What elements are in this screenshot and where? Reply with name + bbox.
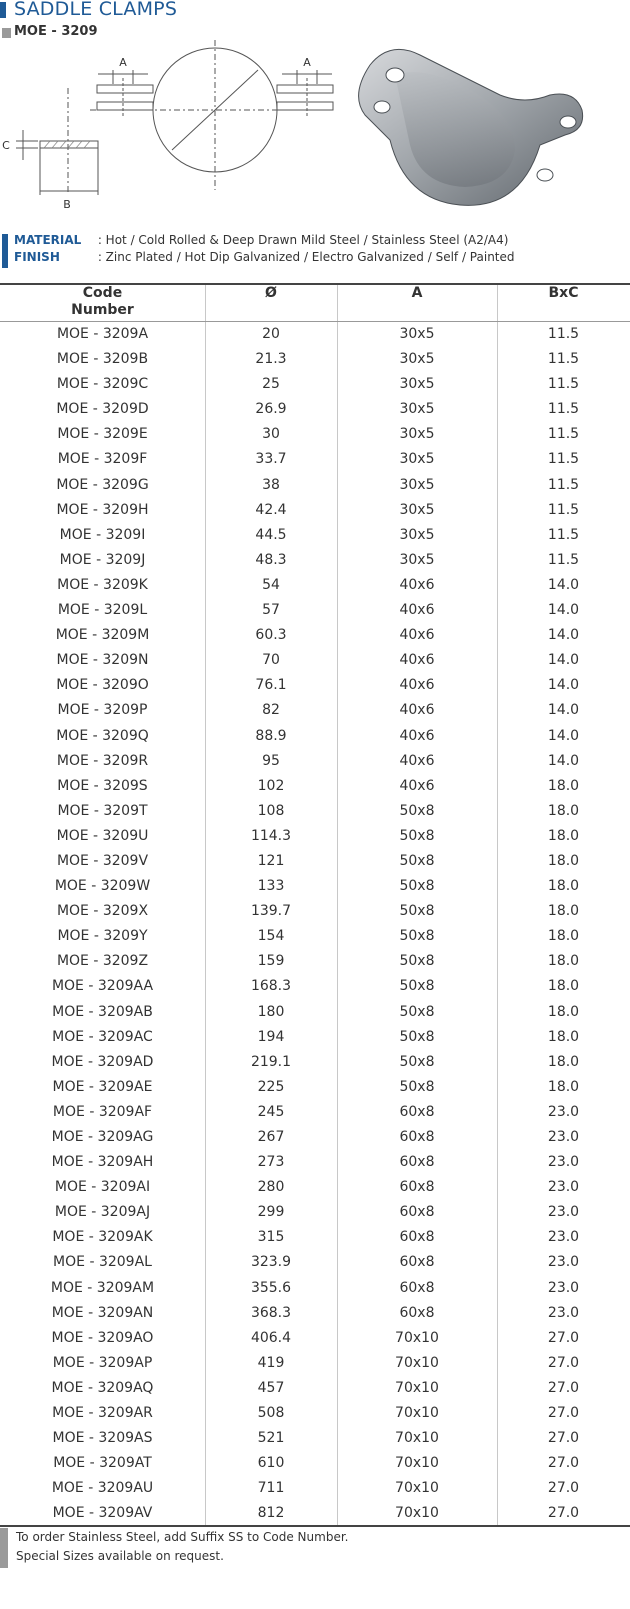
cell-diameter: 154: [257, 928, 285, 945]
finish-label: FINISH: [14, 250, 60, 264]
table-row: [0, 824, 630, 849]
cell-bxc: 11.5: [547, 401, 580, 418]
material-label: MATERIAL: [14, 233, 82, 247]
cell-code: MOE - 3209S: [57, 777, 148, 794]
cell-code: MOE - 3209AE: [52, 1078, 153, 1095]
table-row: [0, 372, 630, 397]
cell-a: 40x6: [399, 752, 435, 769]
cell-code: MOE - 3209AB: [52, 1003, 153, 1020]
cell-bxc: 27.0: [547, 1430, 580, 1447]
table-row: [0, 1426, 630, 1451]
cell-code: MOE - 3209AK: [52, 1229, 153, 1246]
table-header: [0, 285, 630, 322]
table-body: [0, 322, 630, 1527]
cell-diameter: 30: [262, 426, 280, 443]
cell-diameter: 521: [257, 1430, 285, 1447]
cell-code: MOE - 3209W: [54, 878, 151, 895]
table-row: [0, 1075, 630, 1100]
table-row: [0, 924, 630, 949]
cell-code: MOE - 3209G: [56, 476, 149, 493]
page-title: SADDLE CLAMPS: [14, 0, 178, 20]
cell-code: MOE - 3209Y: [57, 928, 148, 945]
table-row: [0, 498, 630, 523]
table-row: [0, 724, 630, 749]
cell-diameter: 121: [257, 852, 285, 869]
table-row: [0, 447, 630, 472]
cell-bxc: 27.0: [547, 1505, 580, 1522]
cell-a: 30x5: [399, 426, 435, 443]
cell-diameter: 33.7: [255, 451, 287, 468]
table-row: [0, 1125, 630, 1150]
cell-a: 70x10: [395, 1329, 439, 1346]
cell-bxc: 23.0: [547, 1179, 580, 1196]
cell-a: 50x8: [399, 802, 435, 819]
cell-diameter: 108: [257, 802, 285, 819]
cell-bxc: 18.0: [547, 852, 580, 869]
cell-code: MOE - 3209E: [57, 426, 148, 443]
table-row: [0, 548, 630, 573]
cell-a: 60x8: [399, 1204, 435, 1221]
table-row: [0, 1376, 630, 1401]
cell-a: 40x6: [399, 727, 435, 744]
cell-diameter: 610: [257, 1455, 285, 1472]
cell-diameter: 133: [257, 878, 285, 895]
cell-diameter: 42.4: [255, 501, 287, 518]
cell-bxc: 18.0: [547, 878, 580, 895]
cell-diameter: 273: [257, 1154, 285, 1171]
cell-diameter: 60.3: [255, 627, 287, 644]
header-diameter: Ø: [265, 285, 277, 301]
table-row: [0, 523, 630, 548]
cell-a: 50x8: [399, 953, 435, 970]
cell-a: 40x6: [399, 777, 435, 794]
cell-code: MOE - 3209X: [56, 903, 149, 920]
cell-bxc: 27.0: [547, 1405, 580, 1422]
cell-a: 50x8: [399, 978, 435, 995]
cell-a: 30x5: [399, 551, 435, 568]
cell-a: 70x10: [395, 1480, 439, 1497]
cell-bxc: 27.0: [547, 1354, 580, 1371]
table-row: [0, 473, 630, 498]
cell-bxc: 18.0: [547, 802, 580, 819]
cell-diameter: 25: [262, 376, 280, 393]
cell-bxc: 23.0: [547, 1304, 580, 1321]
cell-diameter: 267: [257, 1129, 285, 1145]
cell-a: 60x8: [399, 1229, 435, 1246]
cell-bxc: 14.0: [547, 652, 580, 669]
table-row: [0, 1200, 630, 1225]
header-bxc: BxC: [548, 285, 579, 301]
cell-diameter: 299: [257, 1204, 285, 1221]
table-row: [0, 874, 630, 899]
cell-diameter: 168.3: [250, 978, 292, 995]
cell-diameter: 406.4: [250, 1329, 292, 1346]
cell-code: MOE - 3209AF: [52, 1103, 153, 1120]
cell-a: 70x10: [395, 1379, 439, 1396]
cell-code: MOE - 3209T: [57, 802, 148, 819]
cell-bxc: 14.0: [547, 752, 580, 769]
cell-diameter: 102: [257, 777, 285, 794]
cell-bxc: 18.0: [547, 1028, 580, 1045]
cell-code: MOE - 3209AD: [51, 1053, 154, 1070]
cell-code: MOE - 3209AA: [51, 978, 154, 995]
cell-a: 30x5: [399, 401, 435, 418]
cell-a: 50x8: [399, 903, 435, 920]
cell-diameter: 76.1: [255, 677, 287, 694]
table-row: [0, 1250, 630, 1275]
subtitle-accent-bar: [2, 28, 11, 38]
dim-b-label: B: [63, 198, 71, 211]
product-code: MOE - 3209: [14, 24, 98, 39]
cell-code: MOE - 3209Q: [56, 727, 149, 744]
cell-code: MOE - 3209AV: [52, 1505, 153, 1522]
cell-bxc: 18.0: [547, 928, 580, 945]
cell-diameter: 368.3: [250, 1304, 292, 1321]
note-accent-bar: [0, 1528, 8, 1568]
cell-a: 60x8: [399, 1129, 435, 1145]
cell-bxc: 14.0: [547, 727, 580, 744]
cell-bxc: 23.0: [547, 1279, 580, 1296]
table-row: [0, 774, 630, 799]
cell-code: MOE - 3209AL: [53, 1254, 152, 1271]
cell-a: 30x5: [399, 376, 435, 393]
cell-a: 30x5: [399, 476, 435, 493]
note-special-sizes: Special Sizes available on request.: [16, 1549, 224, 1563]
table-bottom-rule: [0, 1525, 630, 1527]
cell-code: MOE - 3209B: [56, 351, 149, 368]
cell-code: MOE - 3209AN: [51, 1304, 154, 1321]
table-row: [0, 322, 630, 347]
cell-diameter: 323.9: [250, 1254, 292, 1271]
cell-diameter: 419: [257, 1354, 285, 1371]
cell-a: 30x5: [399, 326, 435, 342]
cell-a: 50x8: [399, 827, 435, 844]
cell-a: 50x8: [399, 1028, 435, 1045]
cell-diameter: 225: [257, 1078, 285, 1095]
table-row: [0, 648, 630, 673]
cell-diameter: 355.6: [250, 1279, 292, 1296]
cell-bxc: 27.0: [547, 1455, 580, 1472]
cell-a: 50x8: [399, 852, 435, 869]
note-stainless: To order Stainless Steel, add Suffix SS to Code Number.: [16, 1530, 349, 1544]
table-row: [0, 598, 630, 623]
cell-bxc: 23.0: [547, 1103, 580, 1120]
cell-code: MOE - 3209V: [56, 852, 149, 869]
table-row: [0, 1401, 630, 1426]
cell-diameter: 315: [257, 1229, 285, 1246]
cell-diameter: 20: [262, 326, 280, 342]
table-row: [0, 573, 630, 598]
cell-bxc: 11.5: [547, 351, 580, 368]
technical-drawing: [0, 40, 345, 220]
cell-bxc: 14.0: [547, 602, 580, 619]
cell-diameter: 194: [257, 1028, 285, 1045]
table-row: [0, 1326, 630, 1351]
cell-diameter: 38: [262, 476, 280, 493]
cell-code: MOE - 3209AJ: [54, 1204, 151, 1221]
header-a: A: [411, 285, 423, 301]
cell-bxc: 11.5: [547, 426, 580, 443]
cell-bxc: 18.0: [547, 1053, 580, 1070]
cell-code: MOE - 3209AC: [52, 1028, 153, 1045]
cell-diameter: 70: [262, 652, 280, 669]
dim-a-left-label: A: [119, 56, 127, 69]
table-row: [0, 1150, 630, 1175]
cell-diameter: 26.9: [255, 401, 287, 418]
table-row: [0, 1175, 630, 1200]
table-row: [0, 698, 630, 723]
cell-bxc: 18.0: [547, 1003, 580, 1020]
header-code-number: Code Number: [71, 285, 134, 318]
cell-code: MOE - 3209AS: [52, 1430, 153, 1447]
cell-diameter: 508: [257, 1405, 285, 1422]
finish-value: : Zinc Plated / Hot Dip Galvanized / Electro Galvanized / Self / Painted: [97, 250, 515, 264]
table-row: [0, 1351, 630, 1376]
cell-bxc: 14.0: [547, 627, 580, 644]
cell-code: MOE - 3209AQ: [51, 1379, 154, 1396]
cell-a: 40x6: [399, 702, 435, 719]
table-row: [0, 673, 630, 698]
cell-diameter: 159: [257, 953, 285, 970]
cell-a: 60x8: [399, 1154, 435, 1171]
cell-code: MOE - 3209H: [56, 501, 149, 518]
table-row: [0, 949, 630, 974]
cell-diameter: 88.9: [255, 727, 287, 744]
cell-diameter: 812: [257, 1505, 285, 1522]
spec-accent-bar: [2, 234, 8, 268]
cell-bxc: 23.0: [547, 1204, 580, 1221]
cell-bxc: 18.0: [547, 827, 580, 844]
cell-a: 50x8: [399, 928, 435, 945]
cell-diameter: 21.3: [255, 351, 287, 368]
table-row: [0, 1000, 630, 1025]
material-value: : Hot / Cold Rolled & Deep Drawn Mild Steel / Stainless Steel (A2/A4): [97, 233, 509, 247]
table-row: [0, 1301, 630, 1326]
cell-diameter: 280: [257, 1179, 285, 1196]
table-row: [0, 422, 630, 447]
cell-a: 60x8: [399, 1304, 435, 1321]
material-row: [14, 233, 508, 251]
cell-code: MOE - 3209Z: [56, 953, 149, 970]
saddle-clamp-image: [350, 35, 590, 215]
cell-diameter: 711: [257, 1480, 285, 1497]
table-row: [0, 1276, 630, 1301]
cell-a: 60x8: [399, 1179, 435, 1196]
cell-bxc: 11.5: [547, 476, 580, 493]
cell-bxc: 14.0: [547, 677, 580, 694]
table-row: [0, 397, 630, 422]
cell-code: MOE - 3209K: [57, 576, 148, 593]
cell-diameter: 114.3: [250, 827, 292, 844]
cell-bxc: 11.5: [547, 326, 580, 342]
cell-a: 50x8: [399, 1053, 435, 1070]
cell-code: MOE - 3209F: [57, 451, 148, 468]
cell-bxc: 11.5: [547, 526, 580, 543]
table-row: [0, 1225, 630, 1250]
cell-a: 30x5: [399, 526, 435, 543]
table-row: [0, 749, 630, 774]
cell-a: 70x10: [395, 1405, 439, 1422]
cell-a: 40x6: [399, 576, 435, 593]
cell-bxc: 23.0: [547, 1129, 580, 1145]
cell-diameter: 82: [262, 702, 280, 719]
cell-code: MOE - 3209U: [56, 827, 149, 844]
cell-code: MOE - 3209J: [59, 551, 146, 568]
cell-code: MOE - 3209P: [57, 702, 148, 719]
cell-bxc: 23.0: [547, 1229, 580, 1246]
cell-code: MOE - 3209O: [56, 677, 149, 694]
cell-bxc: 11.5: [547, 551, 580, 568]
cell-a: 40x6: [399, 677, 435, 694]
cell-code: MOE - 3209AI: [54, 1179, 151, 1196]
cell-bxc: 14.0: [547, 576, 580, 593]
cell-a: 40x6: [399, 602, 435, 619]
cell-code: MOE - 3209AU: [51, 1480, 154, 1497]
cell-diameter: 245: [257, 1103, 285, 1120]
cell-code: MOE - 3209AG: [51, 1129, 154, 1145]
table-row: [0, 1501, 630, 1526]
cell-diameter: 48.3: [255, 551, 287, 568]
cell-code: MOE - 3209AP: [52, 1354, 153, 1371]
dim-a-right-label: A: [303, 56, 311, 69]
cell-diameter: 457: [257, 1379, 285, 1396]
cell-diameter: 180: [257, 1003, 285, 1020]
table-row: [0, 347, 630, 372]
cell-a: 70x10: [395, 1354, 439, 1371]
cell-bxc: 27.0: [547, 1480, 580, 1497]
cell-bxc: 18.0: [547, 1078, 580, 1095]
cell-a: 30x5: [399, 501, 435, 518]
cell-code: MOE - 3209N: [56, 652, 149, 669]
table-row: [0, 1476, 630, 1501]
table-row: [0, 899, 630, 924]
cell-a: 60x8: [399, 1254, 435, 1271]
table-row: [0, 974, 630, 999]
cell-diameter: 95: [262, 752, 280, 769]
cell-a: 70x10: [395, 1455, 439, 1472]
cell-code: MOE - 3209L: [57, 602, 148, 619]
table-row: [0, 1050, 630, 1075]
cell-bxc: 11.5: [547, 376, 580, 393]
cell-a: 40x6: [399, 652, 435, 669]
cell-a: 60x8: [399, 1279, 435, 1296]
cell-bxc: 11.5: [547, 501, 580, 518]
cell-bxc: 23.0: [547, 1154, 580, 1171]
cell-code: MOE - 3209D: [56, 401, 149, 418]
cell-diameter: 44.5: [255, 526, 287, 543]
cell-code: MOE - 3209A: [56, 326, 149, 342]
cell-a: 50x8: [399, 878, 435, 895]
table-row: [0, 799, 630, 824]
table-row: [0, 1451, 630, 1476]
cell-a: 50x8: [399, 1003, 435, 1020]
cell-bxc: 14.0: [547, 702, 580, 719]
table-row: [0, 623, 630, 648]
cell-a: 60x8: [399, 1103, 435, 1120]
cell-diameter: 219.1: [250, 1053, 292, 1070]
cell-a: 70x10: [395, 1430, 439, 1447]
cell-a: 50x8: [399, 1078, 435, 1095]
title-accent-bar: [0, 2, 6, 18]
cell-code: MOE - 3209AT: [53, 1455, 152, 1472]
cell-code: MOE - 3209I: [59, 526, 146, 543]
cell-bxc: 27.0: [547, 1329, 580, 1346]
table-row: [0, 1025, 630, 1050]
cell-code: MOE - 3209C: [56, 376, 149, 393]
cell-bxc: 11.5: [547, 451, 580, 468]
dim-c-label: C: [2, 139, 10, 152]
cell-bxc: 18.0: [547, 903, 580, 920]
finish-row: [14, 250, 515, 268]
cell-diameter: 57: [262, 602, 280, 619]
cell-bxc: 23.0: [547, 1254, 580, 1271]
cell-a: 70x10: [395, 1505, 439, 1522]
cell-code: MOE - 3209AH: [51, 1154, 154, 1171]
cell-code: MOE - 3209AO: [51, 1329, 154, 1346]
cell-bxc: 18.0: [547, 777, 580, 794]
cell-bxc: 18.0: [547, 953, 580, 970]
dimensions-table: [0, 285, 630, 1527]
cell-code: MOE - 3209AM: [50, 1279, 155, 1296]
cell-a: 30x5: [399, 351, 435, 368]
cell-a: 40x6: [399, 627, 435, 644]
cell-bxc: 27.0: [547, 1379, 580, 1396]
cell-bxc: 18.0: [547, 978, 580, 995]
cell-code: MOE - 3209AR: [52, 1405, 153, 1422]
table-row: [0, 1100, 630, 1125]
cell-code: MOE - 3209R: [56, 752, 149, 769]
cell-a: 30x5: [399, 451, 435, 468]
cell-code: MOE - 3209M: [55, 627, 150, 644]
table-row: [0, 849, 630, 874]
cell-diameter: 139.7: [250, 903, 292, 920]
cell-diameter: 54: [262, 576, 280, 593]
